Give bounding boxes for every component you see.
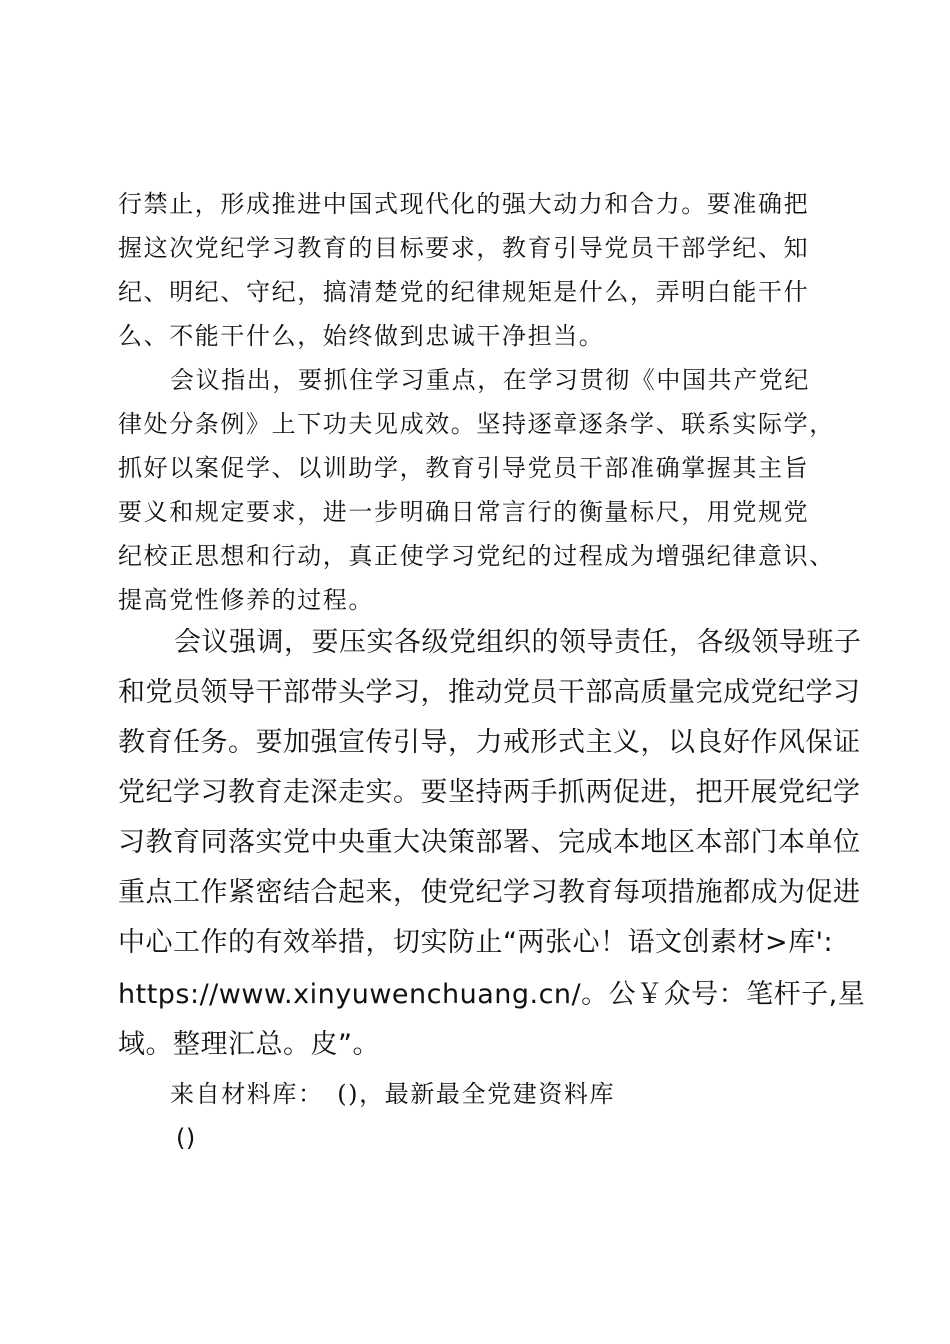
paragraph-3-line-2: 和党员领导干部带头学习，推动党员干部高质量完成党纪学习 xyxy=(118,677,861,708)
paragraph-2-line-6: 提高党性修养的过程。 xyxy=(118,586,374,614)
paragraph-2-line-3: 抓好以案促学、以训助学，教育引导党员干部准确掌握其主旨 xyxy=(118,454,810,482)
paragraph-3-line-6: 重点工作紧密结合起来，使党纪学习教育每项措施都成为促进 xyxy=(118,877,861,908)
paragraph-3-line-9: 域。整理汇总。皮”。 xyxy=(118,1029,380,1060)
paragraph-1-line-3: 纪、明纪、守纪，搞清楚党的纪律规矩是什么，弄明白能干什 xyxy=(118,278,810,306)
paragraph-2-line-4: 要义和规定要求，进一步明确日常言行的衡量标尺，用党规党 xyxy=(118,498,810,526)
paragraph-2-line-5: 纪校正思想和行动，真正使学习党纪的过程成为增强纪律意识、 xyxy=(118,542,835,570)
paragraph-3-line-4: 党纪学习教育走深走实。要坚持两手抓两促进，把开展党纪学 xyxy=(118,777,861,808)
empty-parentheses: () xyxy=(176,1124,196,1152)
paragraph-3-line-5: 习教育同落实党中央重大决策部署、完成本地区本部门本单位 xyxy=(118,827,861,858)
paragraph-3-line-8: https://www.xinyuwenchuang.cn/。公￥众号：笔杆子,星 xyxy=(118,979,866,1010)
paragraph-3-line-3: 教育任务。要加强宣传引导，力戒形式主义，以良好作风保证 xyxy=(118,727,861,758)
paragraph-1-line-2: 握这次党纪学习教育的目标要求，教育引导党员干部学纪、知 xyxy=(118,234,810,262)
paragraph-3-line-1: 会议强调，要压实各级党组织的领导责任，各级领导班子 xyxy=(174,627,862,658)
paragraph-3-line-7: 中心工作的有效举措，切实防止“两张心！语文创素材>库': xyxy=(118,927,834,958)
source-note: 来自材料库： ()，最新最全党建资料库 xyxy=(170,1080,616,1108)
paragraph-2-line-1: 会议指出，要抓住学习重点，在学习贯彻《中国共产党纪 xyxy=(170,366,810,394)
paragraph-1-line-4: 么、不能干什么，始终做到忠诚干净担当。 xyxy=(118,322,605,350)
paragraph-1-line-1: 行禁止，形成推进中国式现代化的强大动力和合力。要准确把 xyxy=(118,190,810,218)
paragraph-2-line-2: 律处分条例》上下功夫见成效。坚持逐章逐条学、联系实际学， xyxy=(118,410,835,438)
